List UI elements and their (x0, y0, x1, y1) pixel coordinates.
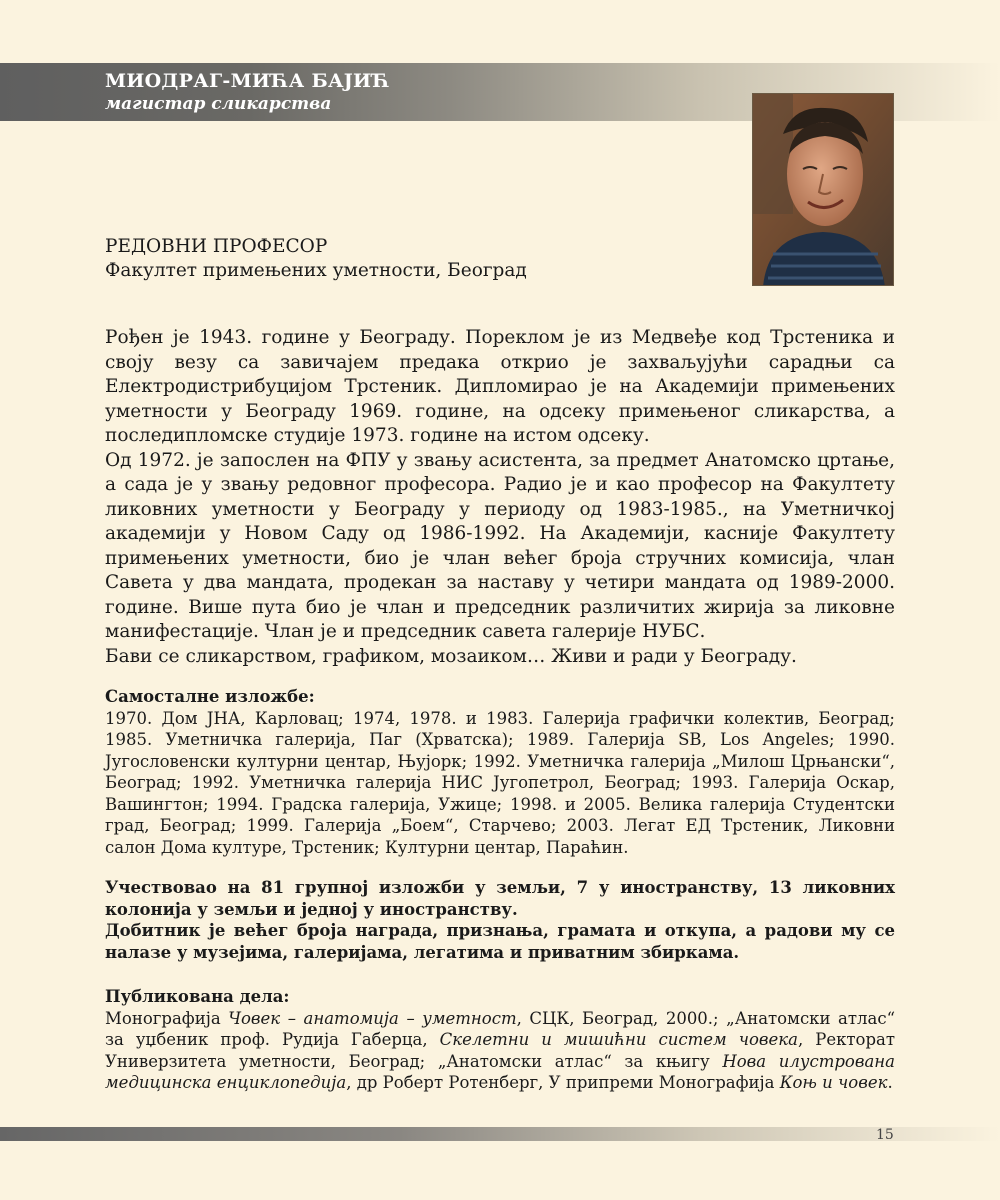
person-title: магистар сликарства (105, 94, 332, 114)
publications-heading: Публикована дела: (105, 987, 290, 1006)
pub-text: , СЦК, Београд, 2000.; „Анатомски атлас“ за уџбеник проф. Рудија Габерца, (105, 1008, 896, 1049)
bio-paragraph: Од 1972. је запослен на ФПУ у звању асистента, за предмет Анатомско цртање, а сада је у звању редовног професора. Радио је и као професор на Факултету ликовних уметности у Београду у периоду од 1983-1985., на Уметничкој академији у Новом Саду од 1986-1992. На Академији, касније Факултету примењених уметности, био је члан већег броја стручних комисија, члан Савета у два мандата, продекан за наставу у четири мандата од 1989-2000. године. Више пута био је члан и председник различитих жирија за ликовне манифестације. Члан је и председник савета галерије НУБС. (105, 449, 895, 642)
publications-list (105, 1008, 895, 1094)
faculty-name: Факултет примењених уметности, Београд (105, 260, 527, 281)
biography (105, 326, 895, 669)
footer-band (0, 1127, 1000, 1141)
portrait-illustration (753, 94, 894, 286)
bio-paragraph: Рођен је 1943. године у Београду. Пореклом је из Медвеђе код Трстеника и своју везу са завичајем предака открио је захваљујући сарадњи са Електродистрибуцијом Трстеник. Дипломирао је на Академији примењених уметности у Београду 1969. године, на одсеку примењеног сликарства, а последипломске студије 1973. године на истом одсеку. (105, 327, 895, 446)
pub-title: Човек – анатомија – уметност (228, 1008, 517, 1028)
page-number: 15 (876, 1127, 894, 1143)
pub-text: , Ректорат Универзитета уметности, Београд; „Анатомски атлас“ за књигу (105, 1030, 895, 1071)
pub-text: , др Роберт Ротенберг, У припреми Монографија (346, 1073, 780, 1092)
publications-section (105, 986, 895, 1094)
pub-title: Нова илустрована медицинска енциклопедија (105, 1051, 895, 1092)
exhibitions-list: 1970. Дом ЈНА, Карловац; 1974, 1978. и 1983. Галерија графички колектив, Београд; 1985. Уметничка галерија, Паг (Хрватска); 1989. Галерија SB, Los Angeles; 1990. Југословенски културни центар, Њујорк; 1992. Уметничка галерија „Милош Црњански“, Београд; 1992. Уметничка галерија НИС Југопетрол, Београд; 1993. Галерија Оскар, Вашингтон; 1994. Градска галерија, Ужице; 1998. и 2005. Велика галерија Студентски град, Београд; 1999. Галерија „Боем“, Старчево; 2003. Легат ЕД Трстеник, Ликовни салон Дома културе, Трстеник; Културни центар, Параћин. (105, 708, 895, 857)
awards-note: Добитник је већег броја награда, признања, грамата и откупа, а радови му се налазе у музејима, галеријама, легатима и приватним збиркама. (105, 921, 895, 962)
academic-rank: РЕДОВНИ ПРОФЕСОР (105, 236, 328, 257)
pub-title: Скелетни и мишићни систем човека (439, 1030, 798, 1049)
pub-text: Монографија (105, 1008, 229, 1028)
person-name: МИОДРАГ-МИЋА БАЈИЋ (105, 70, 390, 92)
pub-text: . (887, 1073, 893, 1092)
exhibitions-section (105, 686, 895, 858)
pub-title: Коњ и човек (779, 1073, 888, 1092)
group-exhibitions-note: Учествовао на 81 групној изложби у земљи, 7 у иностранству, 13 ликовних колонија у земљи и једној у иностранству. (105, 878, 895, 919)
portrait-photo (752, 93, 894, 286)
exhibitions-heading: Самосталне изложбе: (105, 687, 315, 706)
bio-paragraph: Бави се сликарством, графиком, мозаиком… Живи и ради у Београду. (105, 645, 797, 667)
awards-section (105, 877, 895, 963)
